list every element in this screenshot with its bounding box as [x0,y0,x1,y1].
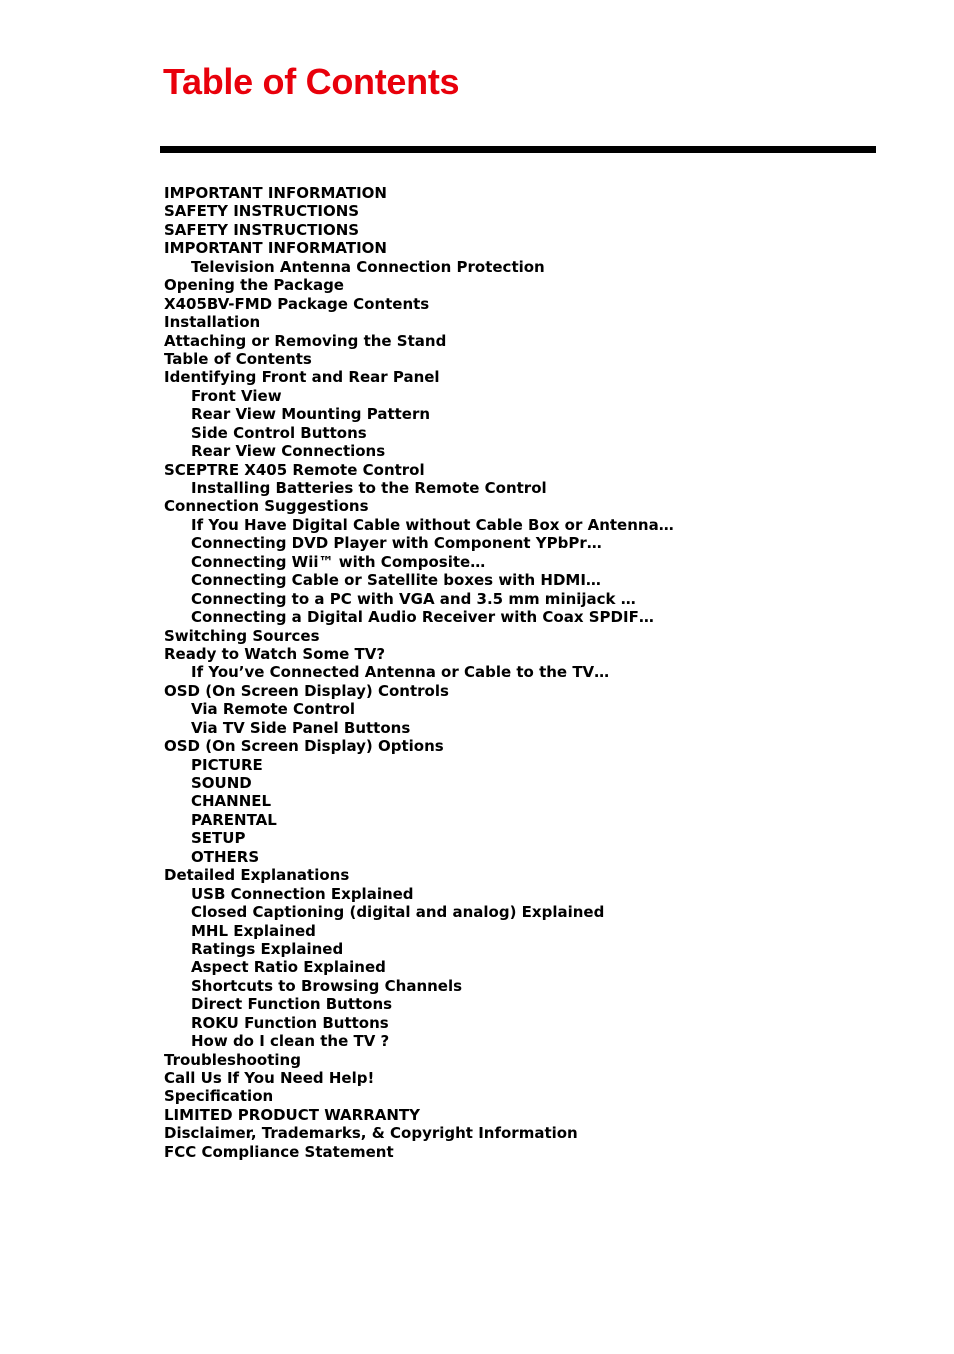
toc-subsection-entry[interactable]: Front View [191,386,282,405]
toc-section-entry[interactable]: Detailed Explanations [164,866,350,885]
toc-subsection-entry[interactable]: Shortcuts to Browsing Channels [191,976,463,995]
toc-section-entry[interactable]: Switching Sources [164,626,320,645]
toc-section-entry[interactable]: SCEPTRE X405 Remote Control [164,460,425,479]
toc-subsection-entry[interactable]: Installing Batteries to the Remote Control [191,479,547,497]
toc-subsection-entry[interactable]: Side Control Buttons [191,423,367,442]
toc-subsection-entry[interactable]: SOUND [191,774,252,792]
toc-section-entry[interactable]: Ready to Watch Some TV? [164,644,386,663]
toc-subsection-entry[interactable]: Rear View Mounting Pattern [191,405,431,424]
toc-subsection-entry[interactable]: Connecting Wii™ with Composite… [191,552,486,571]
toc-subsection-entry[interactable]: PICTURE [191,755,263,774]
toc-section-entry[interactable]: OSD (On Screen Display) Controls [164,681,449,700]
toc-subsection-entry[interactable]: OTHERS [191,847,260,866]
toc-subsection-entry[interactable]: Aspect Ratio Explained [191,958,386,977]
toc-subsection-entry[interactable]: CHANNEL [191,792,272,811]
toc-subsection-entry[interactable]: Connecting DVD Player with Component YPbPr… [191,534,602,553]
toc-section-entry[interactable]: SAFETY INSTRUCTIONS [164,202,360,221]
toc-section-entry[interactable]: Table of Contents [164,349,312,368]
toc-subsection-entry[interactable]: SETUP [191,829,246,848]
toc-subsection-entry[interactable]: USB Connection Explained [191,884,414,903]
toc-subsection-entry[interactable]: Rear View Connections [191,442,386,461]
toc-subsection-entry[interactable]: If You Have Digital Cable without Cable Box or Antenna… [191,515,674,534]
toc-subsection-entry[interactable]: Direct Function Buttons [191,995,393,1014]
toc-subsection-entry[interactable]: If You’ve Connected Antenna or Cable to the TV… [191,663,610,682]
toc-subsection-entry[interactable]: Television Antenna Connection Protection [191,257,545,276]
toc-subsection-entry[interactable]: PARENTAL [191,810,277,829]
toc-section-entry[interactable]: IMPORTANT INFORMATION [164,239,387,258]
toc-section-entry[interactable]: IMPORTANT INFORMATION [164,184,387,202]
toc-section-entry[interactable]: Specification [164,1087,274,1106]
toc-subsection-entry[interactable]: How do I clean the TV ? [191,1032,390,1051]
toc-subsection-entry[interactable]: Ratings Explained [191,939,344,958]
toc-subsection-entry[interactable]: ROKU Function Buttons [191,1013,389,1032]
toc-subsection-entry[interactable]: Connecting to a PC with VGA and 3.5 mm minijack … [191,589,636,608]
toc-section-entry[interactable]: X405BV-FMD Package Contents [164,294,430,313]
toc-subsection-entry[interactable]: Via TV Side Panel Buttons [191,718,411,737]
toc-subsection-entry[interactable]: Closed Captioning (digital and analog) Explained [191,903,605,922]
toc-section-entry[interactable]: Connection Suggestions [164,497,369,516]
toc-subsection-entry[interactable]: MHL Explained [191,921,316,940]
page-title: Table of Contents [163,61,460,102]
toc-section-entry[interactable]: SAFETY INSTRUCTIONS [164,220,360,239]
toc-subsection-entry[interactable]: Via Remote Control [191,700,356,719]
toc-section-entry[interactable]: Call Us If You Need Help! [164,1069,375,1087]
toc-section-entry[interactable]: Identifying Front and Rear Panel [164,368,440,387]
toc-section-entry[interactable]: LIMITED PRODUCT WARRANTY [164,1105,421,1124]
toc-section-entry[interactable]: Opening the Package [164,276,344,295]
toc-section-entry[interactable]: Troubleshooting [164,1050,301,1069]
toc-section-entry[interactable]: OSD (On Screen Display) Options [164,737,444,756]
toc-section-entry[interactable]: FCC Compliance Statement [164,1142,394,1161]
toc-section-entry[interactable]: Disclaimer, Trademarks, & Copyright Information [164,1124,578,1143]
toc-section-entry[interactable]: Attaching or Removing the Stand [164,331,447,350]
toc-subsection-entry[interactable]: Connecting a Digital Audio Receiver with Coax SPDIF… [191,608,654,627]
toc-section-entry[interactable]: Installation [164,313,261,332]
table-of-contents-list [164,184,674,1161]
title-divider [160,146,876,153]
toc-subsection-entry[interactable]: Connecting Cable or Satellite boxes with HDMI… [191,571,601,590]
